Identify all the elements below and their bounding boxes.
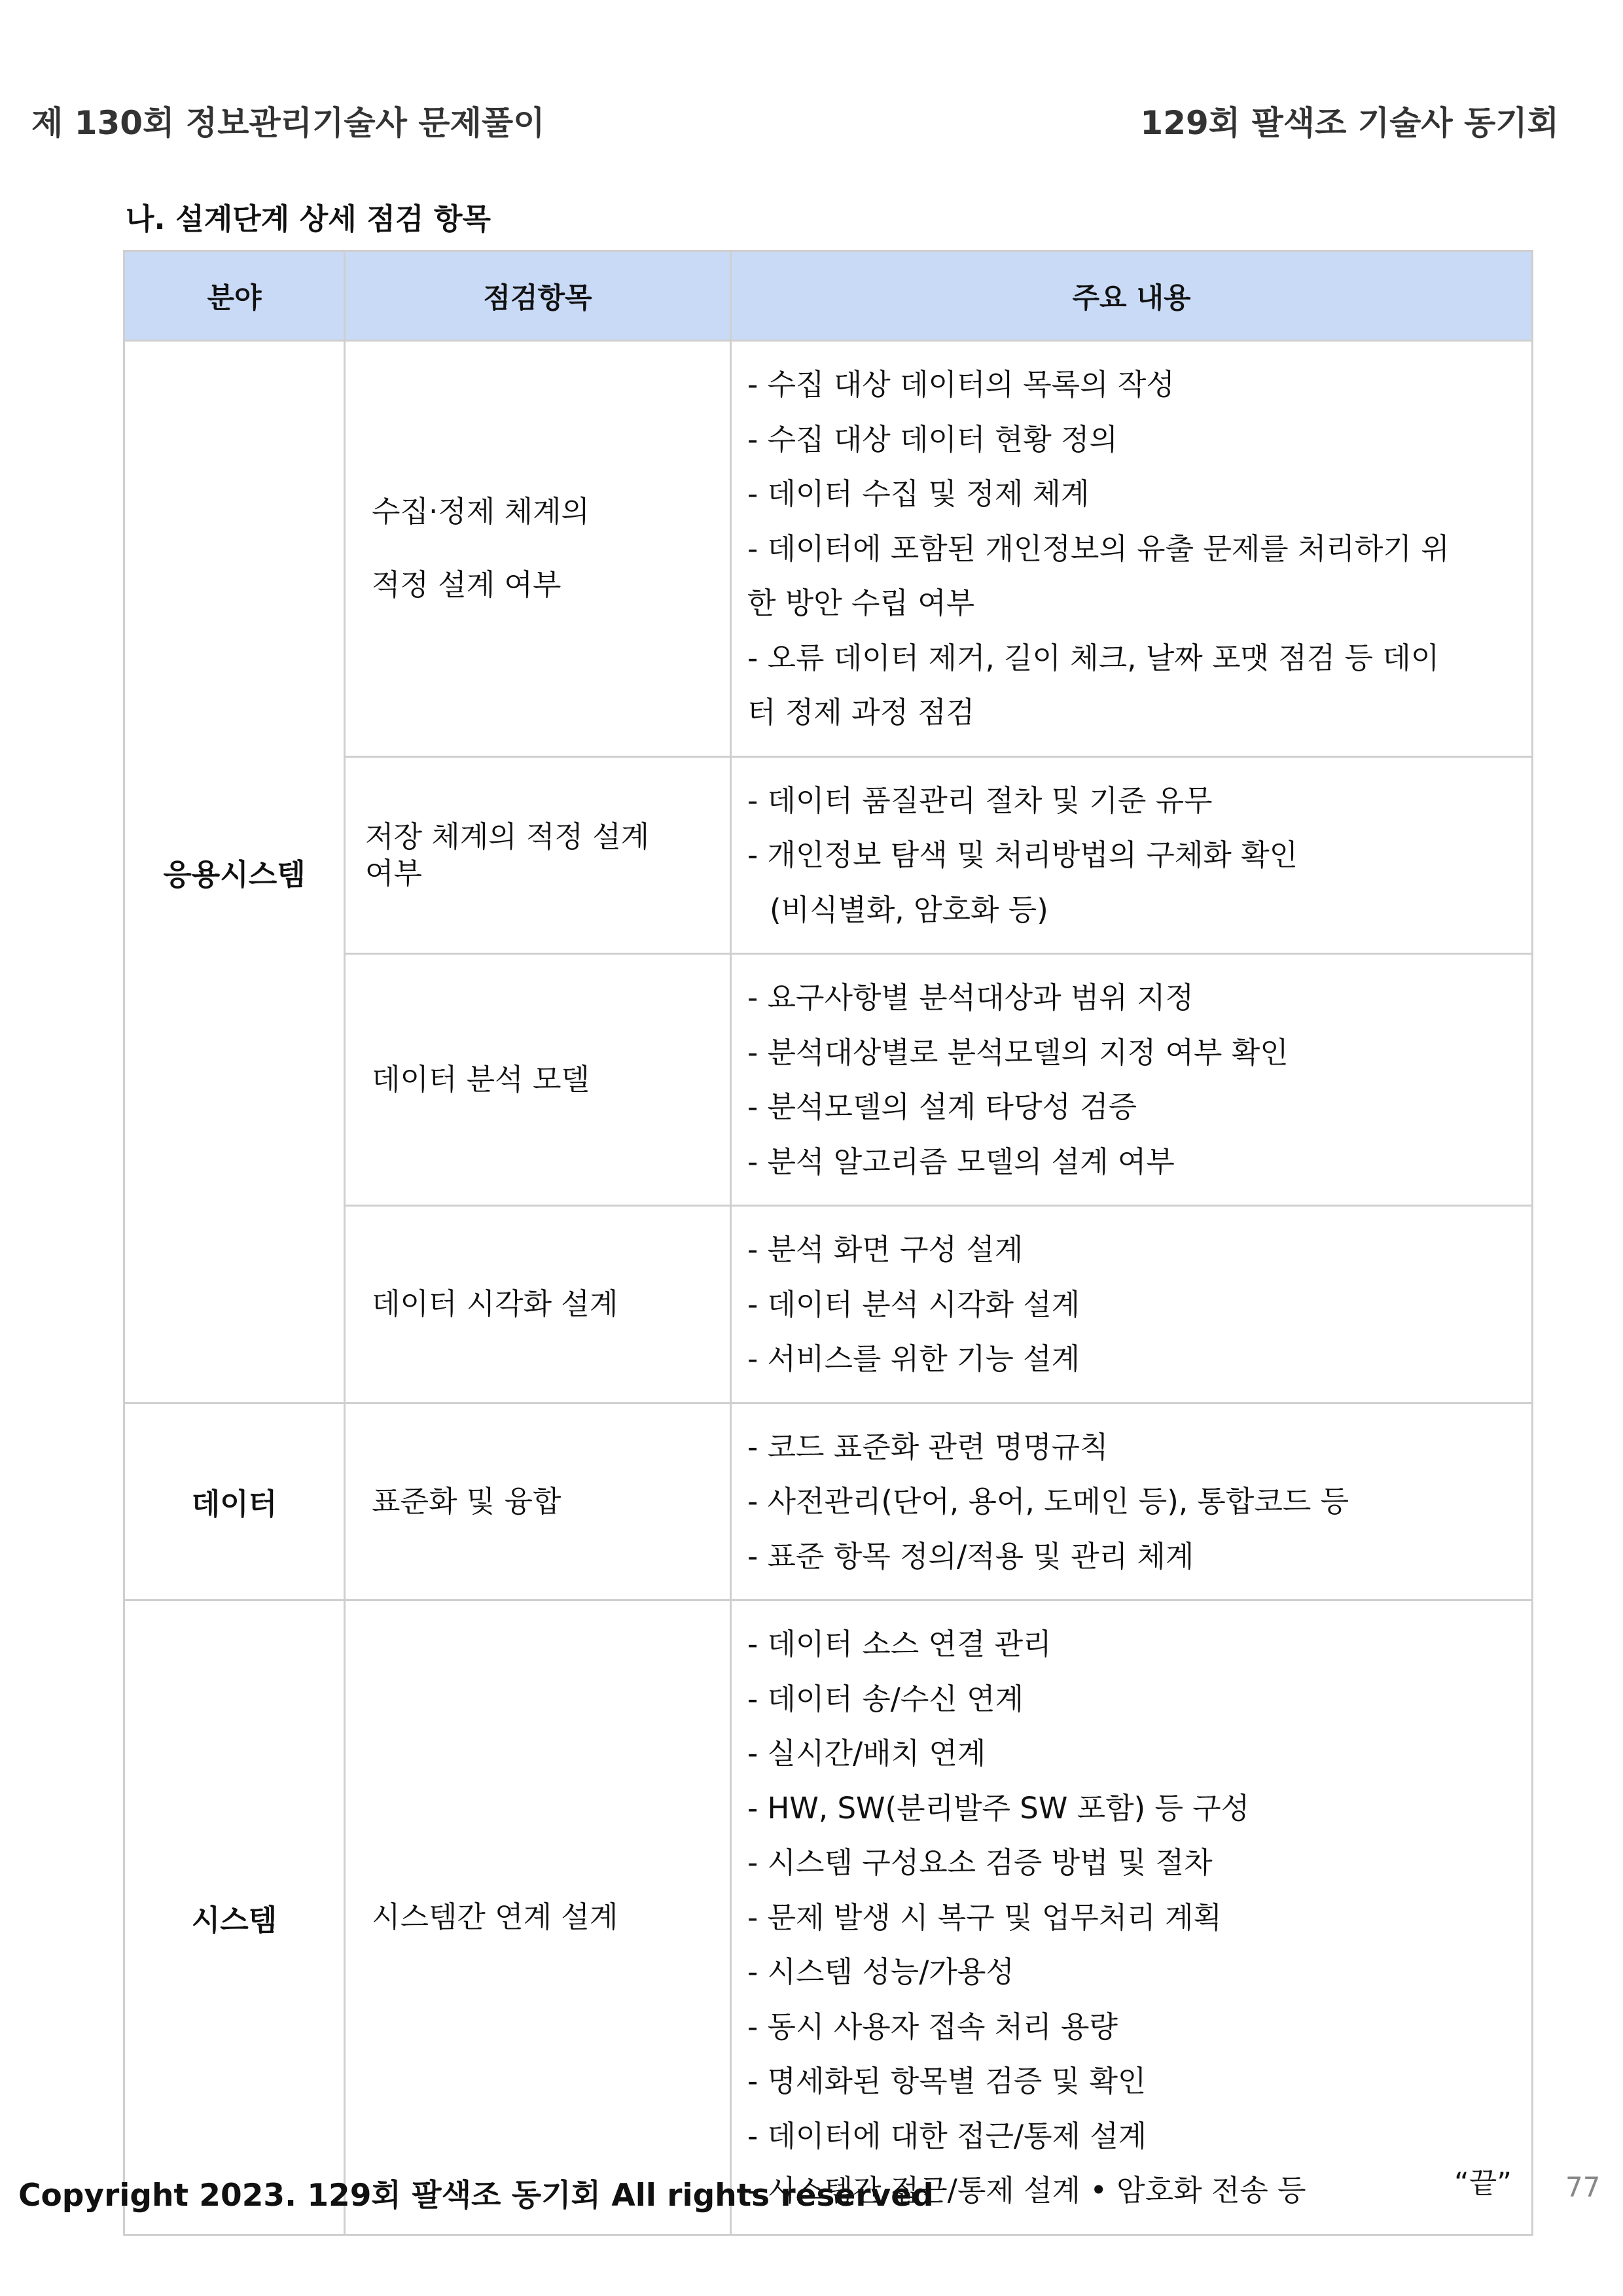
page-number: 77 xyxy=(1565,2171,1601,2203)
content-line: - 수집 대상 데이터 현황 정의 xyxy=(747,421,1118,457)
content-line: (비식별화, 암호화 등) xyxy=(770,892,1048,927)
header-left-title: 제 130회 정보관리기술사 문제풀이 xyxy=(31,104,545,142)
contents-cell xyxy=(731,1600,1533,2235)
content-line: - 시스템간 접근/통제 설계 • 암호화 전송 등 xyxy=(747,2173,1306,2208)
content-line: - 분석 화면 구성 설계 xyxy=(747,1232,1024,1267)
item-line: 표준화 및 융합 xyxy=(372,1483,562,1519)
table-header-row xyxy=(124,251,1533,341)
item-line: 저장 체계의 적정 설계 xyxy=(365,819,650,854)
content-line: - 개인정보 탐색 및 처리방법의 구체화 확인 xyxy=(747,838,1298,872)
content-line: - 오류 데이터 제거, 길이 체크, 날짜 포맷 점검 등 데이 xyxy=(747,640,1440,675)
content-line: - 시스템 성능/가용성 xyxy=(747,1954,1014,1989)
content-line: - 데이터 분석 시각화 설계 xyxy=(747,1286,1080,1322)
contents-cell xyxy=(731,756,1533,954)
content-line: - 분석대상별로 분석모델의 지정 여부 확인 xyxy=(747,1034,1289,1070)
header-right-title: 129회 팔색조 기술사 동기회 xyxy=(1140,104,1559,142)
content-line: - 실시간/배치 연계 xyxy=(747,1736,986,1771)
field-cell-data: 데이터 xyxy=(124,1403,345,1600)
field-cell-app: 응용시스템 xyxy=(124,341,345,1404)
copyright-footer: Copyright 2023. 129회 팔색조 동기회 All rights reserved xyxy=(18,2178,934,2214)
content-line: - 문제 발생 시 복구 및 업무처리 계획 xyxy=(747,1899,1222,1935)
end-mark: “끝” xyxy=(1454,2166,1512,2200)
content-line: - 사전관리(단어, 용어, 도메인 등), 통합코드 등 xyxy=(747,1484,1349,1519)
item-line: 시스템간 연계 설계 xyxy=(372,1899,618,1935)
item-line: 데이터 시각화 설계 xyxy=(372,1286,618,1322)
content-line: - 분석모델의 설계 타당성 검증 xyxy=(747,1089,1137,1124)
contents-cell xyxy=(731,1206,1533,1404)
content-line: - 데이터 소스 연결 관리 xyxy=(747,1627,1052,1661)
content-line: - 코드 표준화 관련 명명규칙 xyxy=(747,1429,1109,1464)
table-row xyxy=(124,341,1533,757)
item-line: 데이터 분석 모델 xyxy=(372,1062,590,1097)
content-line: - 데이터 송/수신 연계 xyxy=(747,1681,1024,1716)
content-line: - 데이터에 포함된 개인정보의 유출 문제를 처리하기 위 xyxy=(747,531,1450,566)
item-cell xyxy=(345,1206,731,1404)
content-line: 터 정제 과정 점검 xyxy=(747,695,975,730)
content-line: - 서비스를 위한 기능 설계 xyxy=(747,1341,1080,1376)
table-row xyxy=(124,1403,1533,1600)
contents-cell xyxy=(731,1403,1533,1600)
column-header-contents: 주요 내용 xyxy=(731,251,1533,341)
content-line: - 표준 항목 정의/적용 및 관리 체계 xyxy=(747,1538,1194,1574)
item-cell xyxy=(345,756,731,954)
item-cell xyxy=(345,1600,731,2235)
content-line: - HW, SW(분리발주 SW 포함) 등 구성 xyxy=(747,1790,1250,1826)
column-header-field: 분야 xyxy=(124,251,345,341)
content-line: - 명세화된 항목별 검증 및 확인 xyxy=(747,2064,1147,2098)
contents-cell xyxy=(731,341,1533,757)
content-line: - 분석 알고리즘 모델의 설계 여부 xyxy=(747,1144,1175,1179)
column-header-item: 점검항목 xyxy=(345,251,731,341)
item-cell xyxy=(345,1403,731,1600)
content-line: - 데이터 수집 및 정제 체계 xyxy=(747,476,1090,511)
section-title: 나. 설계단계 상세 점검 항목 xyxy=(126,202,491,236)
item-line: 수집·정제 체계의 xyxy=(372,494,590,529)
item-line: 여부 xyxy=(365,855,422,891)
item-cell xyxy=(345,341,731,757)
item-cell xyxy=(345,954,731,1206)
content-line: - 시스템 구성요소 검증 방법 및 절차 xyxy=(747,1845,1213,1880)
item-line: 적정 설계 여부 xyxy=(372,567,562,603)
content-line: - 데이터 품질관리 절차 및 기준 유무 xyxy=(747,783,1213,818)
content-line: 한 방안 수립 여부 xyxy=(747,586,975,620)
inspection-table xyxy=(123,250,1533,2236)
content-line: - 동시 사용자 접속 처리 용량 xyxy=(747,2009,1118,2044)
content-line: - 수집 대상 데이터의 목록의 작성 xyxy=(747,367,1175,402)
content-line: - 데이터에 대한 접근/통제 설계 xyxy=(747,2118,1147,2153)
table-row xyxy=(124,1600,1533,2235)
contents-cell xyxy=(731,954,1533,1206)
field-cell-system: 시스템 xyxy=(124,1600,345,2235)
content-line: - 요구사항별 분석대상과 범위 지정 xyxy=(747,980,1194,1015)
